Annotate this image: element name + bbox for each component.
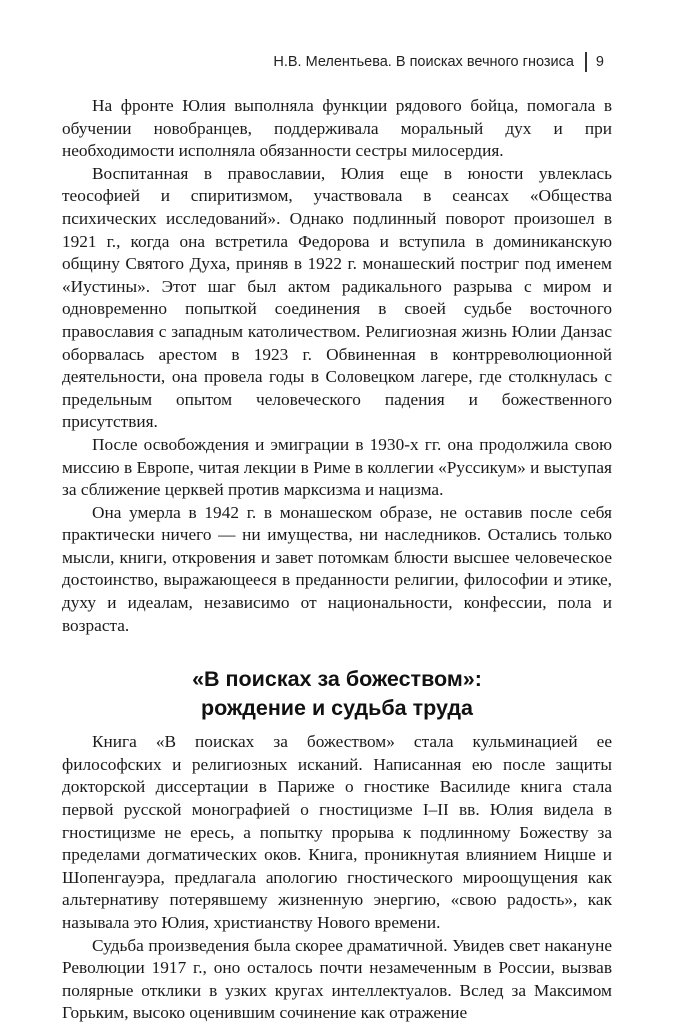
paragraph-front-duties: На фронте Юлия выполняла функции рядового бойца, помогала в обучении новобранцев, поддерживала моральный дух и при необходимости исполняла обязанности сестры милосердия. xyxy=(62,96,612,161)
paragraph-book-fate: Судьба произведения была скорее драматичной. Увидев свет накануне Революции 1917 г., оно осталось почти незамеченным в России, вызвав полярные отклики в узких кругах интеллектуалов. Вслед за Максимом Горьким, высоко оценившим сочинение как отражение xyxy=(62,935,612,1023)
paragraph-death-legacy: Она умерла в 1942 г. в монашеском образе, не оставив после себя практически ничего — ни имущества, ни наследников. Остались только мысли, книги, откровения и завет потомкам блюсти высшее человеческое достоинство, выражающееся в преданности религии, философии и этике, духу и идеалам, независимо от национальности, конфессии, пола и возраста. xyxy=(62,502,612,635)
page-number: 9 xyxy=(595,54,604,70)
section-heading-line-2: рождение и судьба труда xyxy=(200,696,473,721)
paragraph-book-culmination: Книга «В поисках за божеством» стала кульминацией ее философских и религиозных исканий. Написанная ею после защиты докторской диссертации в Париже о гностике Василиде книга стала первой русской монографией о гностицизме I–II вв. Юлия видела в гностицизме не ересь, а попытку прорыва к подлинному Божеству за пределами догматических оков. Книга, проникнутая влиянием Ницше и Шопенгауэра, предлагала апологию гностического мироощущения как альтернативу потерявшему жизненную энергию, «свою радость», как называла это Юлия, христианству Нового времени. xyxy=(62,732,612,932)
running-header xyxy=(273,52,604,72)
paragraph-emigration: После освобождения и эмиграции в 1930-х гг. она продолжила свою миссию в Европе, читая лекции в Риме в коллегии «Руссикум» и выступая за сближение церквей против марксизма и нацизма. xyxy=(62,434,612,500)
body-text xyxy=(62,95,612,1025)
running-title: Н.В. Мелентьева. В поисках вечного гнозиса xyxy=(273,54,574,70)
section-heading xyxy=(62,665,612,723)
header-separator xyxy=(585,52,587,72)
section-heading-line-1: «В поисках за божеством»: xyxy=(192,667,482,692)
paragraph-religious-path: Воспитанная в православии, Юлия еще в юности увлеклась теософией и спиритизмом, участвовала в сеансах «Общества психических исследований». Однако подлинный поворот произошел в 1921 г., когда она встретила Федорова и вступила в доминиканскую общину Святого Духа, приняв в 1922 г. монашеский постриг под именем «Иустины». Этот шаг был актом радикального разрыва с миром и одновременно попыткой соединения в своей судьбе восточного православия с западным католичеством. Религиозная жизнь Юлии Данзас оборвалась арестом в 1923 г. Обвиненная в контрреволюционной деятельности, она провела годы в Соловецком лагере, где столкнулась с предельным опытом человеческого падения и божественного присутствия. xyxy=(62,163,612,432)
